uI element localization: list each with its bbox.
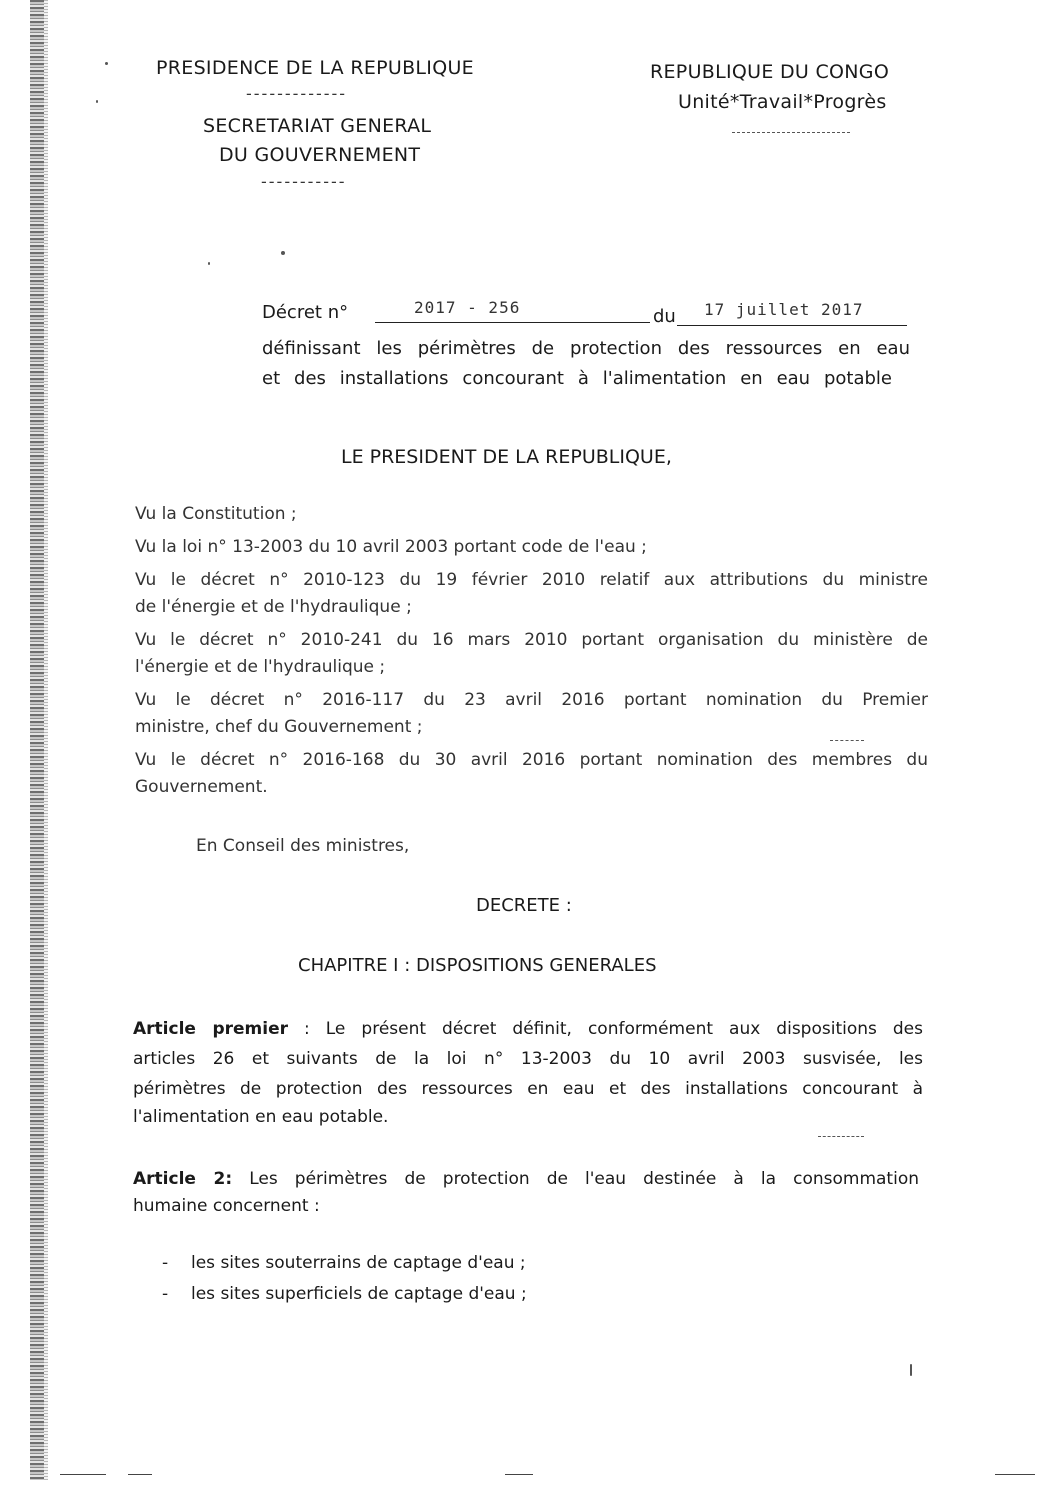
article-1-line-2: articles 26 et suivants de la loi n° 13-2003 du 10 avril 2003 susvisée, les — [133, 1049, 923, 1069]
visa-line: Vu la loi n° 13-2003 du 10 avril 2003 portant code de l'eau ; — [135, 537, 647, 557]
visa-line: Vu le décret n° 2010-123 du 19 février 2010 relatif aux attributions du ministre — [135, 570, 928, 590]
article-1-line-3: périmètres de protection des ressources en eau et des installations concourant à — [133, 1079, 923, 1099]
list-bullet: - — [162, 1253, 169, 1273]
decree-subject-line-2: et des installations concourant à l'alimentation en eau potable — [262, 368, 892, 389]
council-line: En Conseil des ministres, — [196, 836, 410, 856]
scan-speck — [910, 1364, 912, 1376]
list-item: les sites souterrains de captage d'eau ; — [191, 1253, 526, 1273]
visa-line: Vu le décret n° 2016-168 du 30 avril 2016 portant nomination des membres du — [135, 750, 928, 770]
scan-edge-shadow-inner — [44, 0, 48, 1480]
header-motto: Unité*Travail*Progrès — [678, 91, 887, 113]
header-presidence: PRESIDENCE DE LA REPUBLIQUE — [156, 57, 474, 79]
article-2-line-2: humaine concernent : — [133, 1196, 320, 1216]
header-right-dash — [732, 132, 850, 133]
article-1-label: Article premier — [133, 1019, 288, 1039]
header-secretariat: SECRETARIAT GENERAL — [203, 115, 432, 137]
article-1-line-4: l'alimentation en eau potable. — [133, 1107, 389, 1127]
visa-line: l'énergie et de l'hydraulique ; — [135, 657, 386, 677]
decree-date-label: du — [653, 306, 676, 327]
visa-line: ministre, chef du Gouvernement ; — [135, 717, 423, 737]
decree-number: 2017 - 256 — [414, 298, 521, 317]
scan-speck — [105, 62, 108, 65]
scan-mark — [830, 740, 864, 741]
scan-mark — [818, 1136, 864, 1137]
chapter-heading: CHAPITRE I : DISPOSITIONS GENERALES — [298, 955, 657, 976]
decree-date-underline — [677, 325, 907, 326]
header-dash-1: ------------- — [246, 84, 348, 103]
article-2-line-1: Article 2: Les périmètres de protection de l'eau destinée à la consommation — [133, 1169, 919, 1189]
header-dash-2: ----------- — [261, 172, 347, 191]
scan-speck — [208, 262, 210, 265]
header-gouvernement: DU GOUVERNEMENT — [219, 144, 421, 166]
decree-date: 17 juillet 2017 — [704, 300, 864, 319]
scan-speck — [96, 100, 98, 103]
president-heading: LE PRESIDENT DE LA REPUBLIQUE, — [341, 446, 672, 468]
visa-line: Vu le décret n° 2016-117 du 23 avril 2016 portant nomination du Premier — [135, 690, 928, 710]
list-item: les sites superficiels de captage d'eau ; — [191, 1284, 527, 1304]
visa-line: Gouvernement. — [135, 777, 268, 797]
scan-bottom-line — [60, 1474, 106, 1475]
decree-subject-line-1: définissant les périmètres de protection des ressources en eau — [262, 338, 910, 359]
visa-line: de l'énergie et de l'hydraulique ; — [135, 597, 412, 617]
scan-speck — [281, 251, 285, 255]
article-1-line-1: Article premier : Le présent décret définit, conformément aux dispositions des — [133, 1019, 923, 1039]
scan-bottom-line — [128, 1474, 152, 1475]
header-republique: REPUBLIQUE DU CONGO — [650, 61, 890, 83]
article-2-label: Article 2: — [133, 1169, 233, 1189]
decrete-heading: DECRETE : — [476, 895, 572, 916]
scan-bottom-line — [505, 1474, 533, 1475]
decree-number-underline — [375, 322, 650, 323]
scan-edge-shadow — [30, 0, 44, 1480]
scan-bottom-line — [995, 1474, 1035, 1475]
list-bullet: - — [162, 1284, 169, 1304]
visa-line: Vu le décret n° 2010-241 du 16 mars 2010 portant organisation du ministère de — [135, 630, 928, 650]
visa-line: Vu la Constitution ; — [135, 504, 297, 524]
decree-number-label: Décret n° — [262, 302, 349, 323]
